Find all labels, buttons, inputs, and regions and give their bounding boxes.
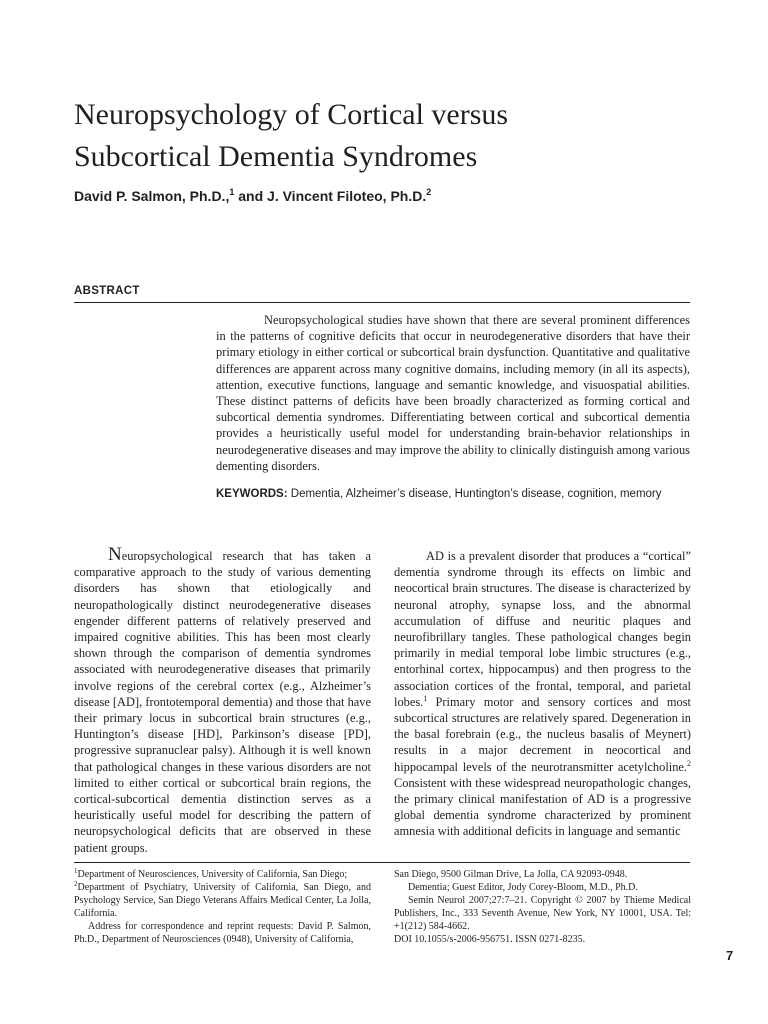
citation-info: Semin Neurol 2007;27:7–21. Copyright © 2007 by Thieme Medical Publishers, Inc., 333 Seventh Avenue, New York, NY 10001, USA. Tel: +1(212) 584-4662. <box>394 895 691 932</box>
keywords <box>216 486 686 502</box>
abstract-text: Neuropsychological studies have shown that there are several prominent differences in the patterns of cognitive deficits that occur in neurodegenerative disorders that have their primary etiology in either cortical or subcortical brain dysfunction. Quantitative and qualitative differences are apparent across many cognitive domains, including memory (in all its aspects), attention, executive functions, language and semantic knowledge, and visuospatial abilities. These distinct patterns of deficits have been broadly characterized as forming cortical and subcortical dementia syndromes. Differentiating between cortical and subcortical dementia provides a heuristically useful model for understanding brain-behavior relationships in neurodegenerative diseases and may improve the ability to clinically distinguish among various dementing disorders. <box>216 313 690 473</box>
affiliation-2 <box>74 881 371 920</box>
author-1-name: David P. Salmon, Ph.D., <box>74 188 230 204</box>
title-line-2: Subcortical Dementia Syndromes <box>74 140 478 173</box>
author-2-name: and J. Vincent Filoteo, Ph.D. <box>234 188 427 204</box>
page-number: 7 <box>726 948 734 963</box>
reference-1[interactable]: 1 <box>423 693 428 703</box>
ad-paragraph <box>394 548 691 840</box>
affiliation-1 <box>74 868 371 881</box>
ad-paragraph-text-2: Primary motor and sensory cortices and most subcortical structures are relatively spared. Degeneration in the basal forebrain (e.g., the nucleus basalis of Meynert) results in a major decrement in neocortical and hippocampal levels of the neurotransmitter acetylcholine. <box>394 694 691 774</box>
author-line <box>74 188 714 204</box>
footnote-rule <box>74 862 690 863</box>
ad-paragraph-text-3: Consistent with these widespread neuropathologic changes, the primary clinical manifestation of AD is a progressive global dementia syndrome characterized by prominent amnesia with additional deficits in language and semantic <box>394 775 691 839</box>
footnotes-left <box>74 868 371 946</box>
correspondence-address-continued: San Diego, 9500 Gilman Drive, La Jolla, CA 92093-0948. <box>394 869 628 880</box>
author-2-affiliation-mark: 2 <box>426 187 432 197</box>
footnotes-right <box>394 868 691 946</box>
keywords-label: KEYWORDS: <box>216 488 288 500</box>
title-line-1: Neuropsychology of Cortical versus <box>74 98 509 131</box>
correspondence-address: Address for correspondence and reprint requests: David P. Salmon, Ph.D., Department of Neurosciences (0948), University of California, <box>74 921 371 945</box>
affiliation-2-text: Department of Psychiatry, University of California, San Diego, and Psychology Service, San Diego Veterans Affairs Medical Center, La Jolla, California. <box>74 882 371 919</box>
reference-2[interactable]: 2 <box>687 758 691 768</box>
intro-paragraph-text: europsychological research that has taken a comparative approach to the study of various dementing disorders has shown that etiologically and neuropathologically distinct neurodegenerative diseases engender different patterns of relatively preserved and impaired cognitive abilities. This has been most clearly shown through the comparison of dementia syndromes associated with neurodegenerative diseases that primarily involve regions of the cerebral cortex (e.g., Alzheimer’s disease [AD], frontotemporal dementia) and those that have their primary locus in subcortical brain structures (e.g., Huntington’s disease [HD], Parkinson’s disease [PD], progressive supranuclear palsy). Although it is well known that pathological changes in these various disorders are not limited to either cortical or subcortical brain regions, the cortical-subcortical dementia distinction serves as a heuristically useful model for describing the pattern of neuropsychological deficits that are observed in these patient groups. <box>74 549 371 855</box>
body-column-left <box>74 544 371 856</box>
article-title <box>74 94 694 178</box>
author-1-affiliation-mark: 1 <box>229 187 235 197</box>
affiliation-2-mark: 2 <box>74 880 78 888</box>
affiliation-1-mark: 1 <box>74 867 78 875</box>
abstract-rule <box>74 302 690 303</box>
ad-paragraph-text-1: AD is a prevalent disorder that produces a “cortical” dementia syndrome through its effects on limbic and neocortical brain structures. The disease is characterized by neuronal atrophy, synapse loss, and the abnormal accumulation of diffuse and neuritic plaques and neurofibrillary tangles. These pathological changes begin primarily in medial temporal lobe limbic structures (e.g., entorhinal cortex, hippocampus) and then progress to the association cortices of the frontal, temporal, and parietal lobes. <box>394 549 691 709</box>
issue-info: Dementia; Guest Editor, Jody Corey-Bloom, M.D., Ph.D. <box>408 882 638 893</box>
body-column-right <box>394 548 691 840</box>
intro-paragraph <box>74 544 371 856</box>
drop-cap: N <box>108 544 122 565</box>
abstract-heading: ABSTRACT <box>74 285 140 297</box>
affiliation-1-text: Department of Neurosciences, University of California, San Diego; <box>77 869 348 880</box>
doi-info: DOI 10.1055/s-2006-956751. ISSN 0271-8235. <box>394 934 586 945</box>
keywords-list: Dementia, Alzheimer’s disease, Huntington’s disease, cognition, memory <box>287 488 662 500</box>
